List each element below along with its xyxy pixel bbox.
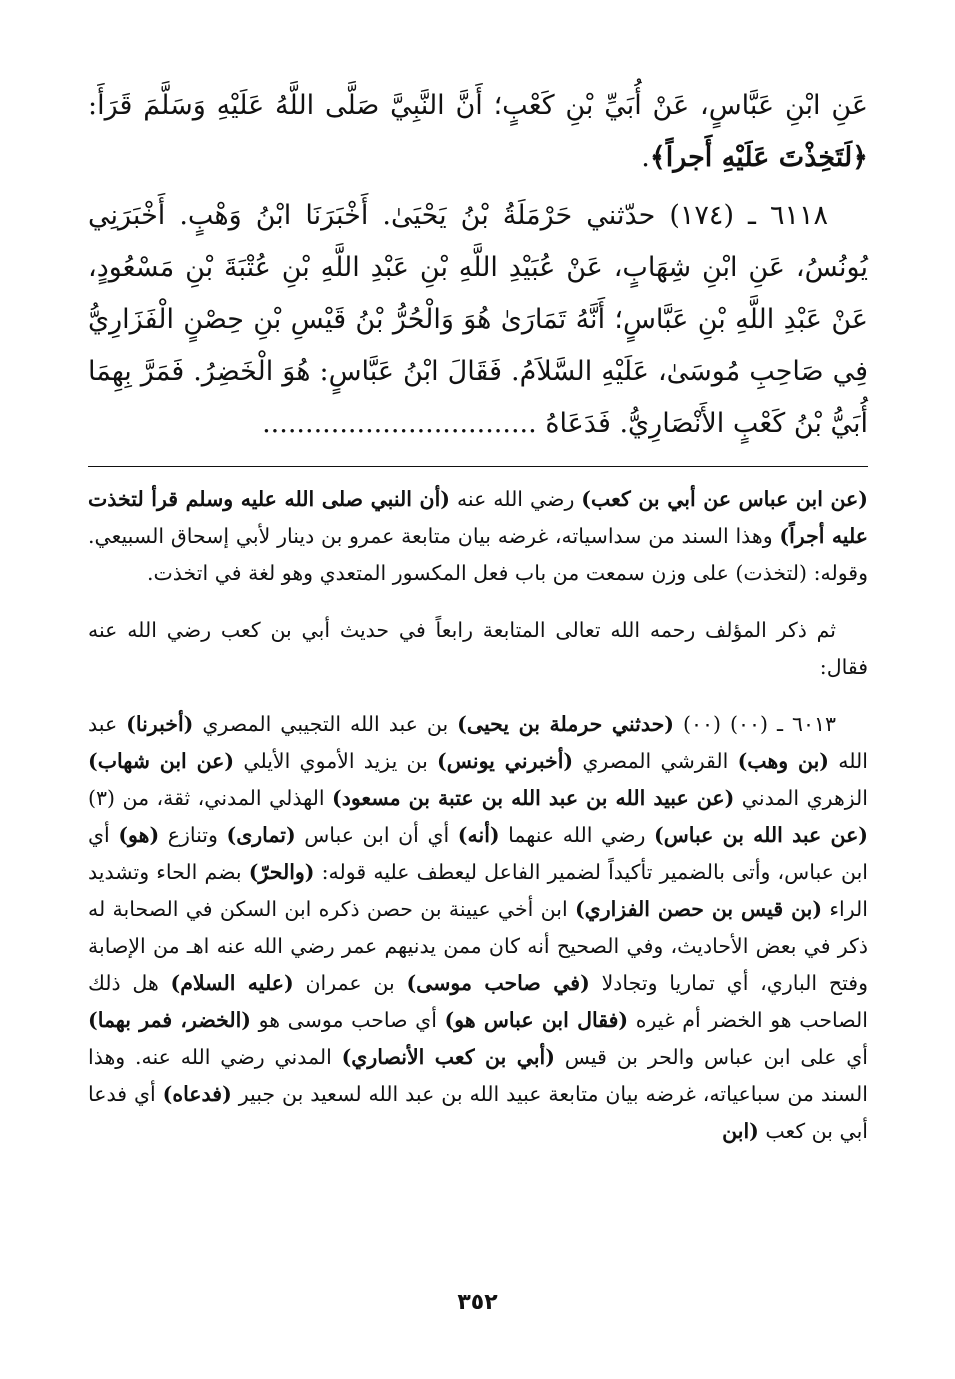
bold-quote: (حدثني حرملة بن يحيى): [457, 712, 674, 736]
commentary-text: أي أن ابن عباس: [295, 823, 458, 847]
commentary-text: أي فدعا أبي بن كعب: [88, 1082, 868, 1143]
bold-quote: (عن ابن عباس عن أبي بن كعب): [581, 487, 868, 511]
hadith-body: ٦١١٨ ـ (١٧٤) حدّثني حَرْمَلَةُ بْنُ يَحْيَىٰ. أَخْبَرَنَا ابْنُ وَهْبٍ. أَخْبَرَنِي يُونُسُ، عَنِ ابْنِ شِهَابٍ، عَنْ عُبَيْدِ اللَّهِ بْنِ عَبْدِ اللَّهِ بْنِ عُتْبَةَ بْنِ مَسْعُودٍ، عَنْ عَبْدِ اللَّهِ بْنِ عَبَّاسٍ؛ أَنَّهُ تَمَارَىٰ هُوَ وَالْحُرُّ بْنُ قَيْسِ بْنِ حِصْنٍ الْفَزَارِيُّ فِي صَاحِبِ مُوسَىٰ، عَلَيْهِ السَّلاَمُ. فَقَالَ ابْنُ عَبَّاسٍ: هُوَ الْخَضِرُ. فَمَرَّ بِهِمَا أُبَيُّ بْنُ كَعْبٍ الأَنْصَارِيُّ. فَدَعَاهُ: [88, 200, 868, 439]
bold-quote: (في صاحب موسى): [406, 971, 590, 995]
commentary-text: ٦٠١٣ ـ (٠٠) (٠٠): [674, 712, 836, 736]
commentary-text: أي ابن عباس، وأتى بالضمير تأكيداً لضمير الفاعل ليعطف عليه قوله:: [88, 823, 868, 884]
hadith-chain: عَنِ ابْنِ عَبَّاسٍ، عَنْ أُبَيِّ بْنِ كَعْبٍ؛ أَنَّ النَّبِيَّ صَلَّى اللَّهُ عَلَيْهِ وَسَلَّمَ قَرَأَ:: [88, 90, 868, 121]
commentary: [88, 481, 868, 1150]
commentary-text: بن عمران: [293, 971, 407, 995]
bold-quote: (أن النبي صلى الله عليه وسلم قرأ لتخذت عليه أجراً): [88, 487, 869, 548]
commentary-paragraph-2: ثم ذكر المؤلف رحمه الله تعالى المتابعة رابعاً في حديث أبي بن كعب رضي الله عنه فقال:: [88, 618, 868, 679]
commentary-text: رضي الله عنهما: [499, 823, 655, 847]
bold-quote: (أخبرنا): [126, 712, 194, 736]
bold-quote: (عن عبد الله بن عباس): [654, 823, 868, 847]
commentary-text: هل ذلك الصاحب هو الخضر أم غيره: [88, 971, 868, 1032]
commentary-text: بضم الحاء وتشديد الراء: [88, 860, 868, 921]
bold-quote: (عن عبيد الله بن عبد الله بن عتبة بن مسعود): [332, 786, 735, 810]
bold-quote: (بن وهب): [737, 749, 830, 773]
commentary-text: رضي الله عنه: [450, 487, 582, 511]
commentary-paragraph-1: [88, 481, 868, 592]
period: .: [641, 142, 650, 173]
commentary-paragraph-3: [88, 706, 868, 1150]
hadith-paragraph-2: [88, 190, 868, 450]
page-number: ٣٥٢: [457, 1290, 498, 1315]
commentary-text: وهذا السند من سداسياته، غرضه بيان متابعة عمرو بن دينار لأبي إسحاق السبيعي. وقوله: (لتخذت) على وزن سمعت من باب فعل المكسور المتعدي وهو لغة في اتخذت.: [88, 524, 868, 585]
bold-quote: (الخضر، فمر بهما): [88, 1008, 251, 1032]
commentary-text: وتنازع: [159, 823, 227, 847]
commentary-text: المدني رضي الله عنه. وهذا السند من سباعياته، غرضه بيان متابعة عبيد الله بن عبد الله لسعيد بن جبير: [88, 1045, 868, 1106]
hadith-paragraph-1: [88, 80, 868, 184]
page: [88, 80, 868, 1150]
continuation-dots: ................................: [262, 408, 546, 439]
commentary-text: أي على ابن عباس والحر بن قيس: [554, 1045, 868, 1069]
commentary-text: الهذلي المدني، ثقة، من (٣): [88, 786, 333, 810]
bold-quote: (أنه): [457, 823, 500, 847]
bold-quote: (فدعاه): [162, 1082, 232, 1106]
bold-quote: (تمارى): [226, 823, 296, 847]
commentary-text: أي صاحب موسى هو: [250, 1008, 445, 1032]
footnote-divider: [88, 466, 868, 467]
bold-quote: (هو): [118, 823, 160, 847]
commentary-text: ابن أخي عيينة بن حصن ذكره ابن السكن في الصحابة له ذكر في بعض الأحاديث، وفي الصحيح أنه كان ممن يدنيهم عمر رضي الله عنه اهـ من الإصابة وفتح الباري، أي تماريا وتجادلا: [88, 897, 868, 995]
bold-quote: (عن ابن شهاب): [88, 749, 235, 773]
bold-quote: (عليه السلام): [170, 971, 294, 995]
bold-quote: (أبي بن كعب الأنصاري): [341, 1045, 555, 1069]
hadith-text: [88, 80, 868, 450]
bold-quote: (فقال ابن عباس هو): [444, 1008, 629, 1032]
bold-quote: (ابن: [722, 1119, 759, 1143]
commentary-text: بن يزيد الأموي الأيلي: [234, 749, 438, 773]
bold-quote: (والحرّ): [248, 860, 315, 884]
bold-quote: (بن قيس بن حصن الفزاري): [574, 897, 823, 921]
commentary-text: بن عبد الله التجيبي المصري: [193, 712, 458, 736]
commentary-text: عبد الله: [88, 712, 868, 773]
quran-quote: ﴿لَتَخِذْتَ عَلَيْهِ أَجراً﴾: [649, 142, 868, 173]
bold-quote: (أخبرني يونس): [437, 749, 574, 773]
commentary-text: القرشي المصري: [573, 749, 738, 773]
commentary-text: الزهري المدني: [734, 786, 869, 810]
